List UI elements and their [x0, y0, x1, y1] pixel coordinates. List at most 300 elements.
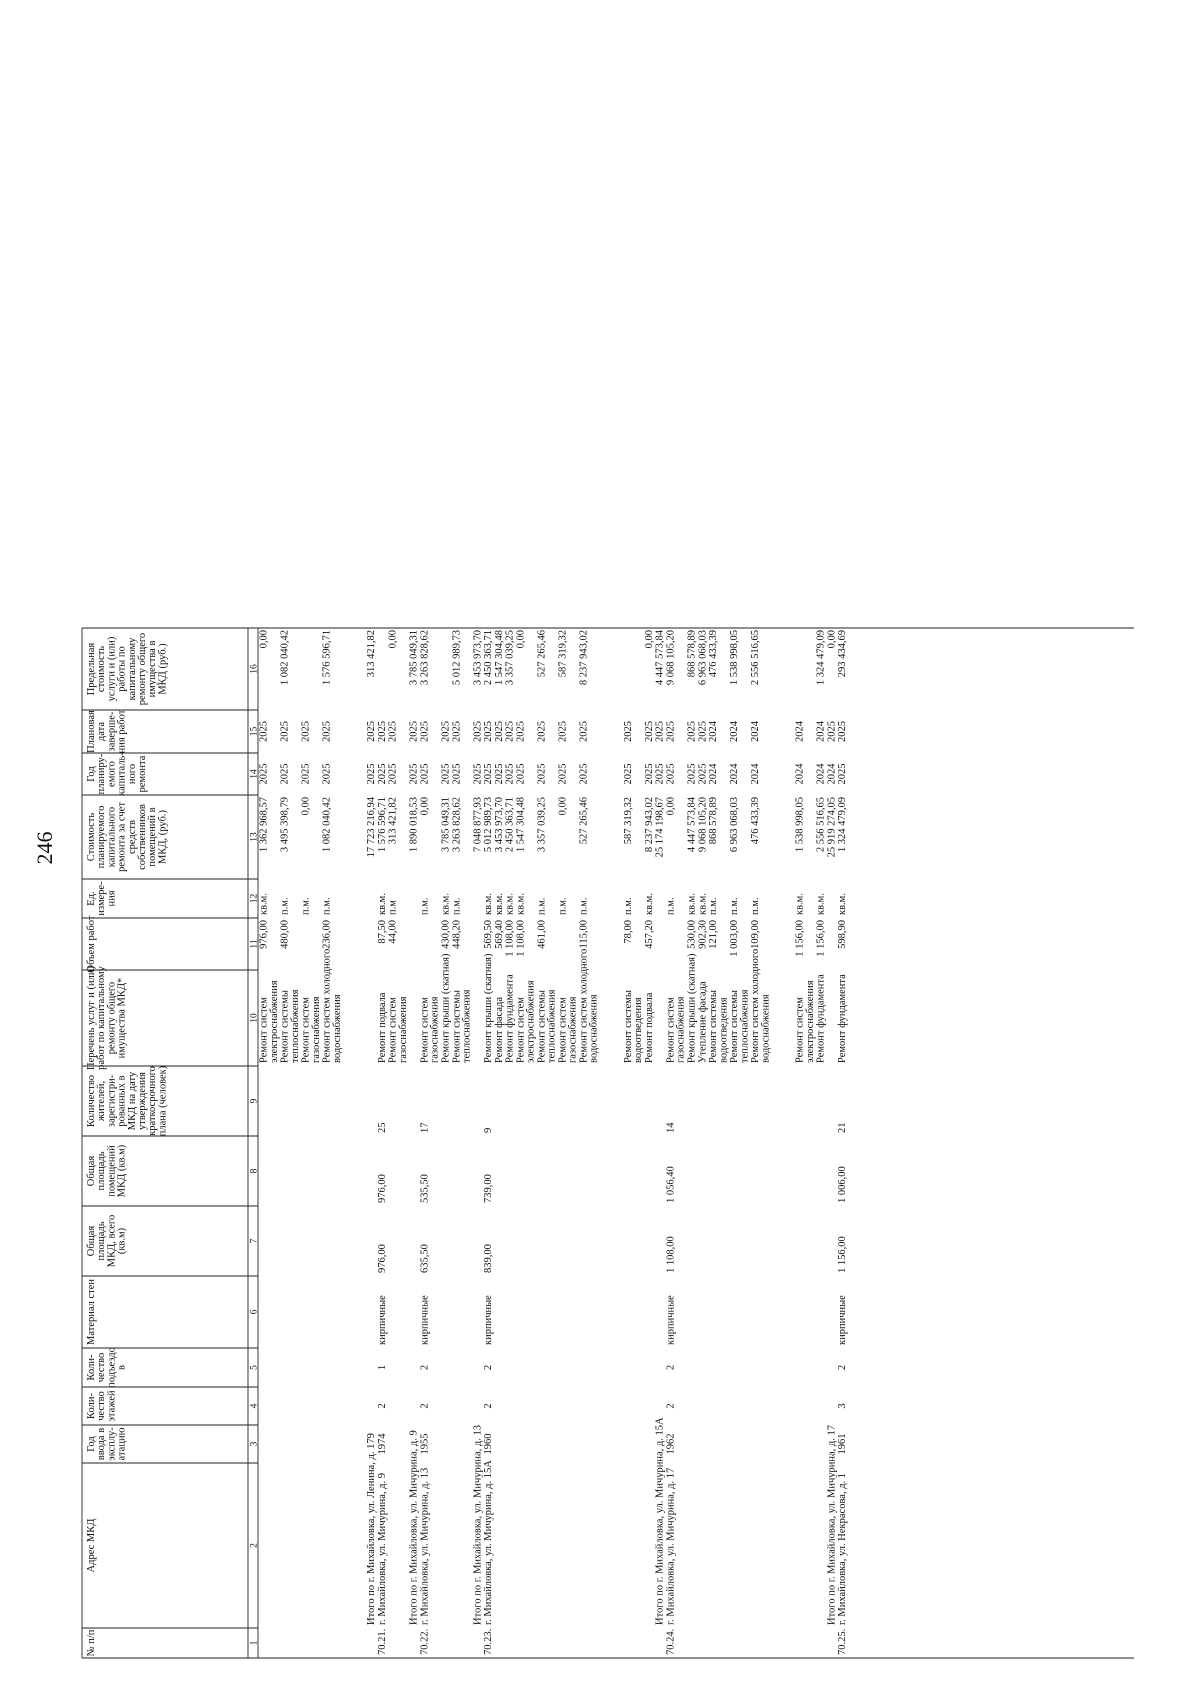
cell-repair-cost: 1 576 596,71: [376, 797, 388, 853]
column-number-5: 5: [249, 1365, 260, 1370]
column-number-13: 13: [249, 832, 260, 842]
cell-works-list: водоотведения: [718, 997, 730, 1063]
cell-work-volume: 569,40: [493, 920, 505, 949]
column-number-8: 8: [249, 1168, 260, 1174]
cell-works-list: водоснабжения: [331, 994, 343, 1063]
cell-work-volume: 1 108,00: [504, 920, 516, 957]
column-number-11: 11: [249, 939, 260, 949]
cell-completion-date: 2025: [837, 721, 849, 742]
header-year: эксплу-: [106, 1427, 118, 1461]
cell-repair-year: 2025: [493, 763, 505, 785]
column-number-1: 1: [249, 1640, 260, 1646]
cell-repair-year: 2025: [686, 763, 698, 785]
header-residents: жителей,: [96, 1080, 108, 1122]
cell-repair-year: 2025: [408, 763, 420, 785]
cell-unit: кв.м.: [643, 893, 655, 915]
cell-repair-cost: 8 237 943,02: [643, 797, 655, 853]
cell-repair-year: 2025: [258, 763, 270, 785]
page-number: 246: [32, 831, 57, 865]
cell-works-list: теплоснабжения: [739, 989, 751, 1063]
cell-works-list: водоснабжения: [588, 994, 600, 1063]
cell-work-volume: 236,00: [321, 920, 333, 949]
cell-repair-year: 2025: [837, 763, 849, 785]
cell-address: Итого по г. Михайловка, ул. Мичурина, д. 17: [826, 1425, 838, 1625]
header-residents: рованных в: [116, 1075, 128, 1127]
cell-works-list: газоснабжения: [429, 996, 441, 1063]
cell-year: 1961: [837, 1433, 849, 1455]
column-number-15: 15: [249, 726, 260, 737]
header-unit: ния: [106, 890, 118, 907]
cell-work-volume: 44,00: [387, 920, 399, 944]
cell-works-list: теплоснабжения: [289, 989, 301, 1063]
cell-works-list: Ремонт системы: [622, 990, 634, 1063]
cell-num: 70.24.: [665, 1628, 677, 1655]
cell-work-volume: 430,00: [440, 920, 452, 949]
cell-completion-date: 2025: [622, 721, 634, 742]
cell-completion-date: 2024: [708, 721, 720, 742]
cell-unit: п.м.: [750, 897, 762, 915]
cell-repair-year: 2025: [654, 763, 666, 785]
cell-total-area: 635,50: [419, 1244, 431, 1273]
cell-unit: п.м.: [419, 897, 431, 915]
cell-completion-date: 2025: [321, 721, 333, 742]
header-residents: зарегистри-: [106, 1074, 118, 1128]
cell-unit: кв.м.: [686, 893, 698, 915]
cell-max-cost: 9 068 105,20: [665, 630, 677, 686]
cell-max-cost: 2 556 516,65: [750, 630, 762, 686]
cell-completion-date: 2025: [472, 721, 484, 742]
header-max-cost: Предельная: [86, 642, 97, 696]
header-address: Адрес МКД: [86, 1518, 97, 1573]
cell-works-list: Ремонт фундамента: [815, 974, 827, 1063]
cell-works-list: водоотведения: [633, 997, 645, 1063]
header-total-area: Общая: [86, 1225, 97, 1257]
cell-repair-cost: 6 963 068,03: [729, 797, 741, 853]
header-wall-material: Материал стен: [86, 1279, 97, 1345]
cell-unit: п.м.: [451, 897, 463, 915]
cell-wall-material: кирпичные: [419, 1295, 431, 1345]
header-repair-cost: МКД, (руб.): [157, 810, 169, 864]
header-repair-year: планиру-: [96, 753, 108, 795]
cell-completion-date: 2025: [258, 721, 270, 742]
cell-repair-cost: 3 357 039,25: [536, 797, 548, 853]
cell-unit: кв.м.: [515, 893, 527, 915]
cell-works-list: Ремонт систем: [515, 997, 527, 1063]
cell-unit: п.м.: [708, 897, 720, 915]
cell-work-volume: 457,20: [643, 920, 655, 949]
cell-floors: 2: [665, 1403, 677, 1409]
header-residents: Количество: [86, 1074, 97, 1128]
cell-repair-year: 2025: [483, 763, 495, 785]
header-floors: Коли-: [86, 1393, 97, 1419]
cell-unit: п.м.: [321, 897, 333, 915]
cell-unit: кв.м.: [815, 893, 827, 915]
cell-floors: 2: [419, 1403, 431, 1409]
cell-completion-date: 2025: [300, 721, 312, 742]
cell-works-list: Ремонт систем холодного: [750, 948, 762, 1063]
cell-wall-material: кирпичные: [376, 1295, 388, 1345]
cell-max-cost: 1 576 596,71: [321, 630, 333, 686]
header-year: атацию: [116, 1427, 128, 1461]
cell-work-volume: 448,20: [451, 920, 463, 949]
cell-unit: п.м.: [665, 897, 677, 915]
header-entrances: Коли-: [86, 1354, 97, 1381]
header-total-area: площадь: [96, 1221, 108, 1261]
cell-work-volume: 121,00: [708, 920, 720, 949]
cell-works-list: Ремонт фундамента: [837, 974, 849, 1063]
header-entrances: чество: [96, 1352, 108, 1383]
cell-repair-cost: 5 012 989,73: [483, 797, 495, 853]
header-residents: краткосрочного: [147, 1066, 159, 1136]
cell-completion-date: 2025: [643, 721, 655, 742]
cell-repair-year: 2025: [557, 763, 569, 785]
cell-address: Итого по г. Михайловка, ул. Ленина, д. 179: [366, 1433, 378, 1625]
cell-unit: п.м.: [300, 897, 312, 915]
cell-works-list: газоснабжения: [310, 996, 322, 1063]
cell-max-cost: 0,00: [387, 630, 399, 649]
cell-works-list: теплоснабжения: [461, 989, 473, 1063]
cell-max-cost: 0,00: [515, 630, 527, 649]
cell-unit: кв.м.: [837, 893, 849, 915]
cell-works-list: Ремонт систем: [557, 997, 569, 1063]
cell-repair-cost: 25 174 198,67: [654, 797, 666, 858]
header-total-area: МКД, всего: [106, 1214, 118, 1268]
cell-max-cost: 868 578,89: [686, 630, 698, 678]
cell-max-cost: 4 447 573,84: [654, 630, 666, 686]
cell-repair-year: 2024: [794, 763, 806, 785]
header-num: № п/п: [86, 1629, 97, 1657]
cell-repair-cost: 3 785 049,31: [440, 797, 452, 853]
header-works-list: ремонту общего: [106, 981, 118, 1055]
cell-unit: кв.м.: [376, 893, 388, 915]
cell-works-list: теплоснабжения: [546, 989, 558, 1063]
header-repair-year: капиталь-: [116, 752, 128, 796]
cell-entrances: 2: [665, 1364, 677, 1371]
header-floors: чество: [96, 1391, 108, 1421]
cell-repair-cost: 1 538 998,05: [794, 797, 806, 853]
column-number-2: 2: [249, 1543, 260, 1548]
header-completion-date: заверше-: [106, 711, 118, 752]
cell-repair-cost: 0,00: [557, 797, 569, 816]
cell-completion-date: 2025: [826, 721, 838, 742]
cell-works-list: Ремонт систем: [387, 997, 399, 1063]
header-premises-area: МКД (кв.м): [116, 1144, 128, 1198]
cell-repair-cost: 2 556 516,65: [815, 797, 827, 853]
cell-repair-year: 2025: [419, 763, 431, 785]
cell-repair-year: 2024: [708, 763, 720, 785]
cell-address: г. Михайловка, ул. Мичурина, д. 17: [665, 1467, 677, 1625]
cell-max-cost: 587 319,32: [557, 630, 569, 678]
cell-repair-year: 2025: [515, 763, 527, 785]
cell-repair-year: 2025: [321, 763, 333, 785]
cell-wall-material: кирпичные: [665, 1295, 677, 1345]
cell-max-cost: 5 012 989,73: [451, 630, 463, 686]
header-premises-area: площадь: [96, 1151, 108, 1191]
cell-work-volume: 1 108,00: [515, 920, 527, 957]
cell-address: Итого по г. Михайловка, ул. Мичурина, д. 13: [472, 1425, 484, 1625]
header-max-cost: стоимость: [96, 645, 108, 693]
cell-repair-year: 2025: [376, 763, 388, 785]
header-max-cost: работы по: [116, 646, 128, 692]
header-residents: утверждения: [137, 1072, 148, 1130]
header-year: ввода в: [96, 1427, 108, 1461]
header-entrances: подъездо: [106, 1347, 118, 1388]
cell-repair-year: 2025: [472, 763, 484, 785]
cell-address: Итого по г. Михайловка, ул. Мичурина, д. 9: [408, 1430, 420, 1625]
cell-total-area: 839,00: [483, 1244, 495, 1273]
cell-unit: кв.м.: [794, 893, 806, 915]
cell-repair-year: 2025: [643, 763, 655, 785]
cell-work-volume: 87,50: [376, 920, 388, 944]
cell-max-cost: 313 421,82: [366, 630, 378, 678]
column-number-14: 14: [249, 769, 260, 779]
header-completion-date: дата: [96, 721, 108, 742]
header-repair-cost: Стоимость: [86, 812, 97, 862]
cell-residents: 25: [376, 1122, 388, 1133]
cell-repair-year: 2025: [697, 763, 709, 785]
cell-address: г. Михайловка, ул. Мичурина, д. 13: [419, 1467, 431, 1625]
cell-repair-cost: 17 723 216,94: [366, 797, 378, 858]
cell-completion-date: 2025: [279, 721, 291, 742]
header-completion-date: Плановая: [86, 710, 97, 753]
cell-works-list: Ремонт фасада: [493, 996, 505, 1063]
cell-premises-area: 1 056,40: [665, 1166, 677, 1203]
cell-max-cost: 1 547 304,48: [493, 630, 505, 686]
cell-unit: кв.м.: [504, 893, 516, 915]
cell-unit: п.м.: [729, 897, 741, 915]
header-work-volume: Объем работ: [86, 915, 97, 973]
cell-works-list: водоснабжения: [760, 994, 772, 1063]
cell-works-list: Ремонт системы: [451, 990, 463, 1063]
cell-works-list: Ремонт систем: [665, 997, 677, 1063]
cell-address: г. Михайловка, ул. Мичурина, д. 9: [376, 1472, 388, 1625]
header-entrances: в: [116, 1365, 128, 1370]
cell-completion-date: 2024: [815, 721, 827, 742]
cell-premises-area: 976,00: [376, 1174, 388, 1203]
cell-works-list: Ремонт системы: [708, 990, 720, 1063]
cell-works-list: Ремонт систем: [300, 997, 312, 1063]
cell-repair-cost: 3 453 973,70: [493, 797, 505, 853]
cell-repair-cost: 2 450 363,71: [504, 797, 516, 853]
cell-repair-cost: 313 421,82: [387, 797, 399, 845]
cell-max-cost: 6 963 068,03: [697, 630, 709, 686]
cell-work-volume: 530,00: [686, 920, 698, 949]
column-number-16: 16: [249, 664, 260, 674]
cell-works-list: Ремонт систем холодного: [578, 948, 590, 1063]
column-number-9: 9: [249, 1098, 260, 1104]
cell-works-list: Ремонт крыши (скатная): [686, 953, 698, 1063]
cell-num: 70.23.: [483, 1628, 495, 1655]
cell-works-list: Ремонт подвала: [376, 992, 388, 1063]
cell-max-cost: 1 538 998,05: [729, 630, 741, 686]
header-repair-cost: средств: [126, 820, 138, 854]
cell-year: 1962: [665, 1433, 677, 1455]
cell-entrances: 2: [483, 1364, 495, 1371]
cell-repair-cost: 0,00: [665, 797, 677, 816]
column-number-3: 3: [249, 1441, 260, 1447]
cell-completion-date: 2025: [366, 721, 378, 742]
cell-repair-cost: 9 068 105,20: [697, 797, 709, 853]
cell-max-cost: 3 357 039,25: [504, 630, 516, 686]
cell-completion-date: 2025: [387, 721, 399, 742]
cell-completion-date: 2025: [408, 721, 420, 742]
header-max-cost: имущества в: [147, 640, 159, 698]
cell-repair-cost: 1 362 968,57: [258, 797, 270, 853]
cell-repair-cost: 1 082 040,42: [321, 797, 333, 853]
header-repair-cost: планируемого: [96, 805, 108, 869]
cell-unit: п.м: [387, 900, 399, 915]
cell-max-cost: 3 785 049,31: [408, 630, 420, 686]
header-max-cost: услуги и (или): [106, 636, 118, 702]
header-repair-year: Год: [86, 766, 97, 782]
cell-completion-date: 2025: [697, 721, 709, 742]
cell-entrances: 2: [837, 1364, 849, 1371]
cell-repair-cost: 0,00: [419, 797, 431, 816]
cell-total-area: 1 156,00: [837, 1236, 849, 1273]
header-completion-date: ния работ: [116, 709, 128, 754]
cell-repair-year: 2025: [536, 763, 548, 785]
column-number-10: 10: [249, 1013, 260, 1023]
cell-entrances: 1: [376, 1364, 388, 1371]
cell-repair-cost: 4 447 573,84: [686, 797, 698, 853]
cell-repair-cost: 527 265,46: [578, 797, 590, 845]
cell-repair-cost: 7 048 877,93: [472, 797, 484, 853]
cell-floors: 2: [483, 1403, 495, 1409]
capital-repair-plan-table: [82, 628, 1134, 1658]
cell-work-volume: 115,00: [578, 920, 590, 949]
cell-repair-year: 2025: [300, 763, 312, 785]
cell-unit: п.м.: [536, 897, 548, 915]
cell-max-cost: 3 263 828,62: [419, 630, 431, 686]
cell-repair-year: 2024: [826, 763, 838, 785]
cell-completion-date: 2024: [750, 721, 762, 742]
header-premises-area: помещений: [106, 1145, 118, 1197]
cell-work-volume: 1 156,00: [815, 920, 827, 957]
cell-premises-area: 1 006,00: [837, 1166, 849, 1203]
header-unit: Ед.: [86, 891, 97, 906]
header-repair-year: ремонта: [137, 755, 148, 793]
cell-completion-date: 2025: [419, 721, 431, 742]
cell-work-volume: 976,00: [258, 920, 270, 949]
cell-repair-year: 2025: [440, 763, 452, 785]
cell-works-list: газоснабжения: [397, 996, 409, 1063]
cell-repair-cost: 3 495 398,79: [279, 797, 291, 853]
cell-completion-date: 2025: [686, 721, 698, 742]
cell-total-area: 1 108,00: [665, 1236, 677, 1273]
cell-completion-date: 2024: [794, 721, 806, 742]
cell-repair-year: 2025: [387, 763, 399, 785]
cell-repair-cost: 1 547 304,48: [515, 797, 527, 853]
cell-repair-year: 2025: [504, 763, 516, 785]
cell-repair-cost: 25 919 274,05: [826, 797, 838, 858]
cell-max-cost: 8 237 943,02: [578, 630, 590, 686]
cell-max-cost: 2 450 363,71: [483, 630, 495, 686]
cell-floors: 3: [837, 1403, 849, 1409]
cell-max-cost: 0,00: [826, 630, 838, 649]
header-repair-year: емого: [106, 761, 118, 787]
header-premises-area: Общая: [86, 1155, 97, 1187]
cell-work-volume: 109,00: [750, 920, 762, 949]
cell-works-list: Ремонт крыши (скатная): [483, 953, 495, 1063]
cell-completion-date: 2025: [376, 721, 388, 742]
cell-unit: кв.м.: [483, 893, 495, 915]
cell-completion-date: 2025: [654, 721, 666, 742]
cell-unit: п.м.: [622, 897, 634, 915]
header-repair-cost: помещений в: [147, 807, 159, 867]
cell-year: 1955: [419, 1433, 431, 1455]
cell-residents: 14: [665, 1122, 677, 1133]
cell-completion-date: 2025: [483, 721, 495, 742]
cell-completion-date: 2025: [504, 721, 516, 742]
cell-wall-material: кирпичные: [483, 1295, 495, 1345]
cell-address: г. Михайловка, ул. Некрасова, д. 1: [837, 1472, 849, 1625]
cell-repair-cost: 476 433,39: [750, 797, 762, 845]
cell-works-list: Ремонт крыши (скатная): [440, 953, 452, 1063]
cell-work-volume: 480,00: [279, 920, 291, 949]
cell-works-list: Ремонт систем: [419, 997, 431, 1063]
cell-unit: кв.м.: [440, 893, 452, 915]
cell-completion-date: 2025: [665, 721, 677, 742]
cell-repair-cost: 0,00: [300, 797, 312, 816]
header-works-list: работ по капитальному: [96, 966, 108, 1070]
cell-residents: 9: [483, 1127, 495, 1133]
cell-residents: 21: [837, 1122, 849, 1133]
cell-repair-year: 2025: [665, 763, 677, 785]
column-number-7: 7: [249, 1238, 260, 1244]
cell-repair-year: 2025: [578, 763, 590, 785]
cell-num: 70.25.: [837, 1628, 849, 1655]
header-residents: МКД на дату: [126, 1071, 138, 1131]
header-total-area: (кв.м): [116, 1227, 128, 1255]
column-number-12: 12: [249, 893, 260, 904]
header-residents: плана (человек): [157, 1065, 169, 1137]
cell-repair-year: 2024: [729, 763, 741, 785]
cell-work-volume: 902,30: [697, 920, 709, 949]
header-repair-year: ного: [126, 763, 138, 785]
cell-total-area: 976,00: [376, 1244, 388, 1273]
cell-unit: кв.м.: [697, 893, 709, 915]
cell-max-cost: 0,00: [643, 630, 655, 649]
header-floors: этажей: [106, 1390, 118, 1422]
cell-unit: кв.м.: [493, 893, 505, 915]
cell-completion-date: 2025: [440, 721, 452, 742]
cell-address: Итого по г. Михайловка, ул. Мичурина, д. 15А: [654, 1417, 666, 1625]
cell-max-cost: 293 434,69: [837, 630, 849, 678]
cell-works-list: Ремонт системы: [279, 990, 291, 1063]
cell-wall-material: кирпичные: [837, 1295, 849, 1345]
cell-max-cost: 1 082 040,42: [279, 630, 291, 686]
cell-num: 70.21.: [376, 1628, 388, 1655]
header-unit: измере-: [96, 881, 108, 916]
column-number-6: 6: [249, 1309, 260, 1315]
cell-repair-year: 2025: [451, 763, 463, 785]
cell-max-cost: 527 265,46: [536, 630, 548, 678]
cell-completion-date: 2025: [515, 721, 527, 742]
cell-work-volume: 569,50: [483, 920, 495, 949]
cell-works-list: Ремонт систем: [258, 997, 270, 1063]
cell-works-list: Ремонт системы: [536, 990, 548, 1063]
cell-floors: 2: [376, 1403, 388, 1409]
cell-address: г. Михайловка, ул. Мичурина, д. 15А: [483, 1460, 495, 1625]
cell-year: 1974: [376, 1433, 388, 1455]
cell-works-list: Ремонт систем: [794, 997, 806, 1063]
cell-completion-date: 2025: [451, 721, 463, 742]
cell-works-list: газоснабжения: [675, 996, 687, 1063]
column-number-4: 4: [249, 1403, 260, 1409]
cell-residents: 17: [419, 1122, 431, 1133]
cell-repair-cost: 868 578,89: [708, 797, 720, 845]
cell-work-volume: 461,00: [536, 920, 548, 949]
